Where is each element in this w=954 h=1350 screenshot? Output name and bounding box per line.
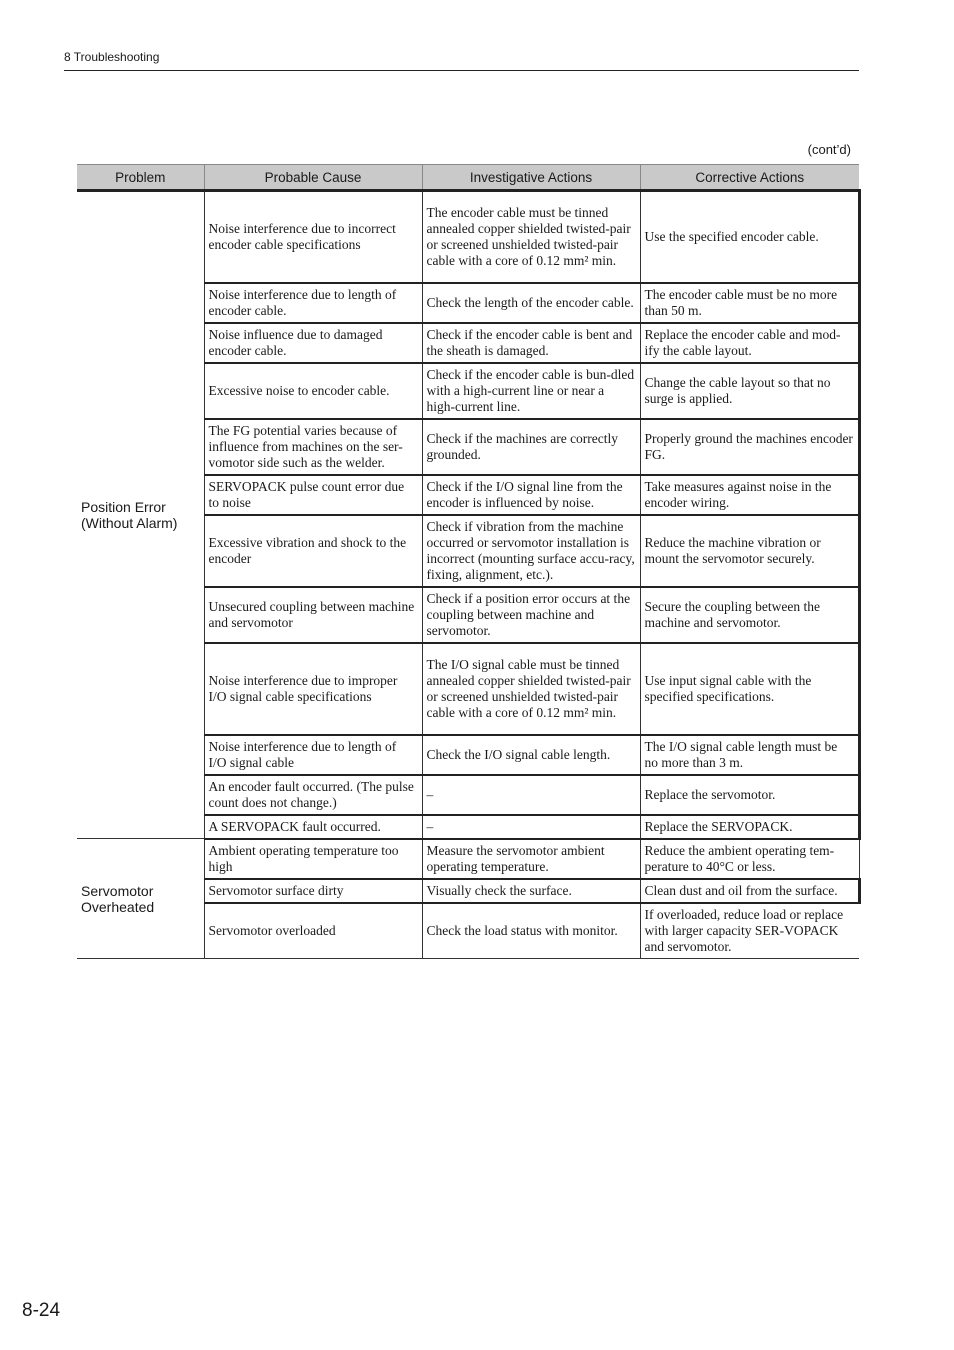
cause-cell: Excessive noise to encoder cable. — [204, 363, 422, 419]
table-row — [77, 191, 859, 283]
action-cell: The I/O signal cable must be tinned annealed copper shielded twisted-pair or screened unshielded twisted-pair cable with a core of 0.12 mm² min. — [422, 643, 640, 735]
column-header-investigative: Investigative Actions — [422, 165, 640, 191]
problem-cell: Position Error (Without Alarm) — [77, 191, 204, 839]
correction-cell: If overloaded, reduce load or replace with larger capacity SER-VOPACK and servomotor. — [640, 903, 859, 959]
table-header-row — [77, 165, 859, 191]
cause-cell: Unsecured coupling between machine and servomotor — [204, 587, 422, 643]
action-cell: Check if vibration from the machine occurred or servomotor installation is incorrect (mounting surface accu-racy, fixing, alignment, etc.). — [422, 515, 640, 587]
correction-cell: Replace the SERVOPACK. — [640, 815, 859, 839]
action-cell: – — [422, 775, 640, 815]
action-cell: Check the load status with monitor. — [422, 903, 640, 959]
table-row — [77, 839, 859, 879]
action-cell: The encoder cable must be tinned annealed copper shielded twisted-pair or screened unshielded twisted-pair cable with a core of 0.12 mm² min. — [422, 191, 640, 283]
column-header-cause: Probable Cause — [204, 165, 422, 191]
action-cell: Check the I/O signal cable length. — [422, 735, 640, 775]
correction-cell: Reduce the ambient operating tem-perature to 40°C or less. — [640, 839, 859, 879]
correction-cell: Use input signal cable with the specified specifications. — [640, 643, 859, 735]
cause-cell: The FG potential varies because of influence from machines on the ser-vomotor side such as the welder. — [204, 419, 422, 475]
action-cell: Check if the I/O signal line from the encoder is influenced by noise. — [422, 475, 640, 515]
action-cell: Check if the encoder cable is bun-dled with a high-current line or near a high-current line. — [422, 363, 640, 419]
cause-cell: Noise influence due to damaged encoder cable. — [204, 323, 422, 363]
cause-cell: Ambient operating temperature too high — [204, 839, 422, 879]
troubleshooting-table — [77, 164, 861, 959]
action-cell: Check if the machines are correctly grounded. — [422, 419, 640, 475]
correction-cell: Properly ground the machines encoder FG. — [640, 419, 859, 475]
cause-cell: An encoder fault occurred. (The pulse count does not change.) — [204, 775, 422, 815]
correction-cell: Change the cable layout so that no surge is applied. — [640, 363, 859, 419]
action-cell: – — [422, 815, 640, 839]
cause-cell: Noise interference due to length of encoder cable. — [204, 283, 422, 323]
correction-cell: The I/O signal cable length must be no more than 3 m. — [640, 735, 859, 775]
correction-cell: Replace the encoder cable and mod-ify the cable layout. — [640, 323, 859, 363]
cause-cell: Servomotor overloaded — [204, 903, 422, 959]
action-cell: Visually check the surface. — [422, 879, 640, 903]
cause-cell: Noise interference due to incorrect encoder cable specifications — [204, 191, 422, 283]
cause-cell: Excessive vibration and shock to the encoder — [204, 515, 422, 587]
cause-cell: Noise interference due to length of I/O signal cable — [204, 735, 422, 775]
action-cell: Check if the encoder cable is bent and the sheath is damaged. — [422, 323, 640, 363]
problem-cell: Servomotor Overheated — [77, 839, 204, 959]
cause-cell: Noise interference due to improper I/O signal cable specifications — [204, 643, 422, 735]
header-rule — [64, 70, 859, 71]
column-header-corrective: Corrective Actions — [640, 165, 859, 191]
correction-cell: Take measures against noise in the encoder wiring. — [640, 475, 859, 515]
correction-cell: The encoder cable must be no more than 50 m. — [640, 283, 859, 323]
column-header-problem: Problem — [77, 165, 204, 191]
correction-cell: Reduce the machine vibration or mount the servomotor securely. — [640, 515, 859, 587]
action-cell: Check the length of the encoder cable. — [422, 283, 640, 323]
cause-cell: Servomotor surface dirty — [204, 879, 422, 903]
action-cell: Measure the servomotor ambient operating temperature. — [422, 839, 640, 879]
cause-cell: SERVOPACK pulse count error due to noise — [204, 475, 422, 515]
running-header: 8 Troubleshooting — [64, 50, 160, 64]
correction-cell: Clean dust and oil from the surface. — [640, 879, 859, 903]
correction-cell: Use the specified encoder cable. — [640, 191, 859, 283]
correction-cell: Secure the coupling between the machine and servomotor. — [640, 587, 859, 643]
continued-label: (cont’d) — [807, 142, 851, 157]
page-number: 8-24 — [22, 1300, 61, 1321]
action-cell: Check if a position error occurs at the coupling between machine and servomotor. — [422, 587, 640, 643]
cause-cell: A SERVOPACK fault occurred. — [204, 815, 422, 839]
correction-cell: Replace the servomotor. — [640, 775, 859, 815]
